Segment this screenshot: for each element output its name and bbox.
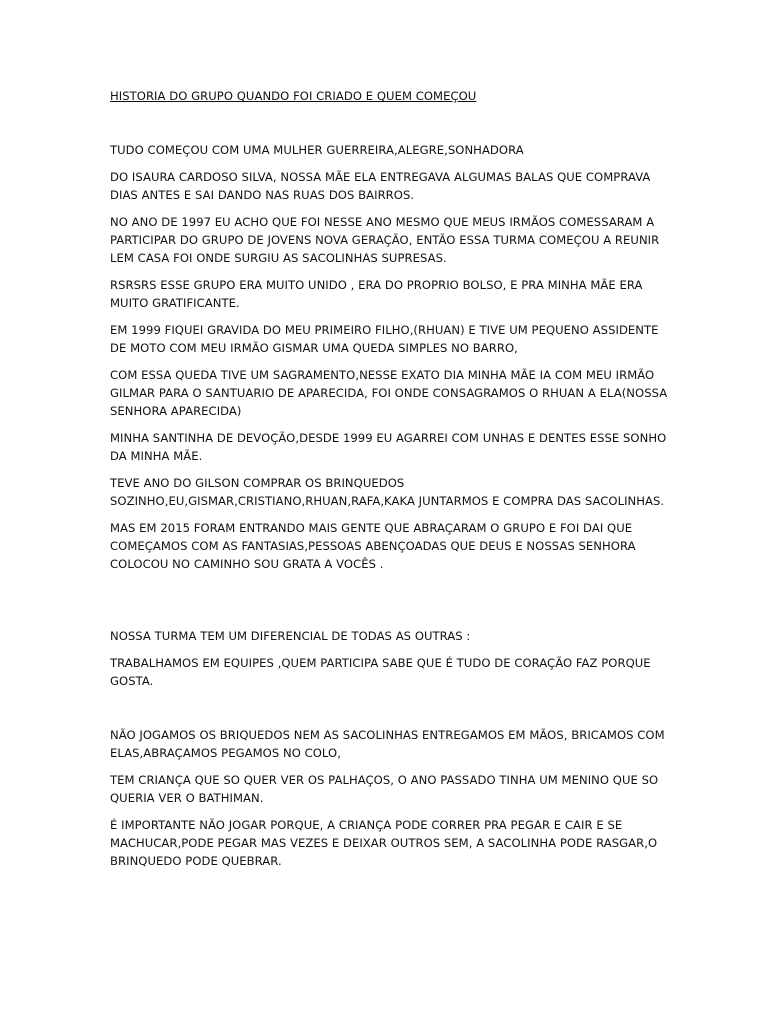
paragraph: DO ISAURA CARDOSO SILVA, NOSSA MÃE ELA ENTREGAVA ALGUMAS BALAS QUE COMPRAVA DIAS ANTES E SAI DANDO NAS RUAS DOS BAIRROS.: [110, 170, 651, 202]
document-body: [110, 87, 670, 879]
paragraph: MINHA SANTINHA DE DEVOÇÃO,DESDE 1999 EU AGARREI COM UNHAS E DENTES ESSE SONHO DA MINHA MÃE.: [110, 431, 667, 463]
paragraph: É IMPORTANTE NÃO JOGAR PORQUE, A CRIANÇA PODE CORRER PRA PEGAR E CAIR E SE MACHUCAR,PODE PEGAR MAS VEZES E DEIXAR OUTROS SEM, A SACOLINHA PODE RASGAR,O BRINQUEDO PODE QUEBRAR.: [110, 818, 658, 868]
paragraph: COM ESSA QUEDA TIVE UM SAGRAMENTO,NESSE EXATO DIA MINHA MÃE IA COM MEU IRMÃO GILMAR PARA O SANTUARIO DE APARECIDA, FOI ONDE CONSAGRAMOS O RHUAN A ELA(NOSSA SENHORA APARECIDA): [110, 368, 668, 418]
paragraph: TEVE ANO DO GILSON COMPRAR OS BRINQUEDOS SOZINHO,EU,GISMAR,CRISTIANO,RHUAN,RAFA,KAKA JUNTARMOS E COMPRA DAS SACOLINHAS.: [110, 476, 665, 508]
paragraph: TUDO COMEÇOU COM UMA MULHER GUERREIRA,ALEGRE,SONHADORA: [110, 143, 524, 157]
paragraph: TEM CRIANÇA QUE SO QUER VER OS PALHAÇOS, O ANO PASSADO TINHA UM MENINO QUE SO QUERIA VER O BATHIMAN.: [110, 773, 659, 805]
paragraph: NOSSA TURMA TEM UM DIFERENCIAL DE TODAS AS OUTRAS :: [110, 629, 471, 643]
paragraph: TRABALHAMOS EM EQUIPES ,QUEM PARTICIPA SABE QUE É TUDO DE CORAÇÃO FAZ PORQUE GOSTA.: [110, 656, 651, 688]
paragraph: NO ANO DE 1997 EU ACHO QUE FOI NESSE ANO MESMO QUE MEUS IRMÃOS COMESSARAM A PARTICIPAR DO GRUPO DE JOVENS NOVA GERAÇÃO, ENTÃO ESSA TURMA COMEÇOU A REUNIR LEM CASA FOI ONDE SURGIU AS SACOLINHAS SUPRESAS.: [110, 215, 660, 265]
paragraph: NÃO JOGAMOS OS BRIQUEDOS NEM AS SACOLINHAS ENTREGAMOS EM MÃOS, BRICAMOS COM ELAS,ABRAÇAMOS PEGAMOS NO COLO,: [110, 728, 665, 760]
document-title: HISTORIA DO GRUPO QUANDO FOI CRIADO E QUEM COMEÇOU: [110, 89, 477, 103]
paragraph: MAS EM 2015 FORAM ENTRANDO MAIS GENTE QUE ABRAÇARAM O GRUPO E FOI DAI QUE COMEÇAMOS COM AS FANTASIAS,PESSOAS ABENÇOADAS QUE DEUS E NOSSAS SENHORA COLOCOU NO CAMINHO SOU GRATA A VOCÊS .: [110, 521, 636, 571]
paragraph: RSRSRS ESSE GRUPO ERA MUITO UNIDO , ERA DO PROPRIO BOLSO, E PRA MINHA MÃE ERA MUITO GRATIFICANTE.: [110, 278, 643, 310]
paragraph: EM 1999 FIQUEI GRAVIDA DO MEU PRIMEIRO FILHO,(RHUAN) E TIVE UM PEQUENO ASSIDENTE DE MOTO COM MEU IRMÃO GISMAR UMA QUEDA SIMPLES NO BARRO,: [110, 323, 659, 355]
